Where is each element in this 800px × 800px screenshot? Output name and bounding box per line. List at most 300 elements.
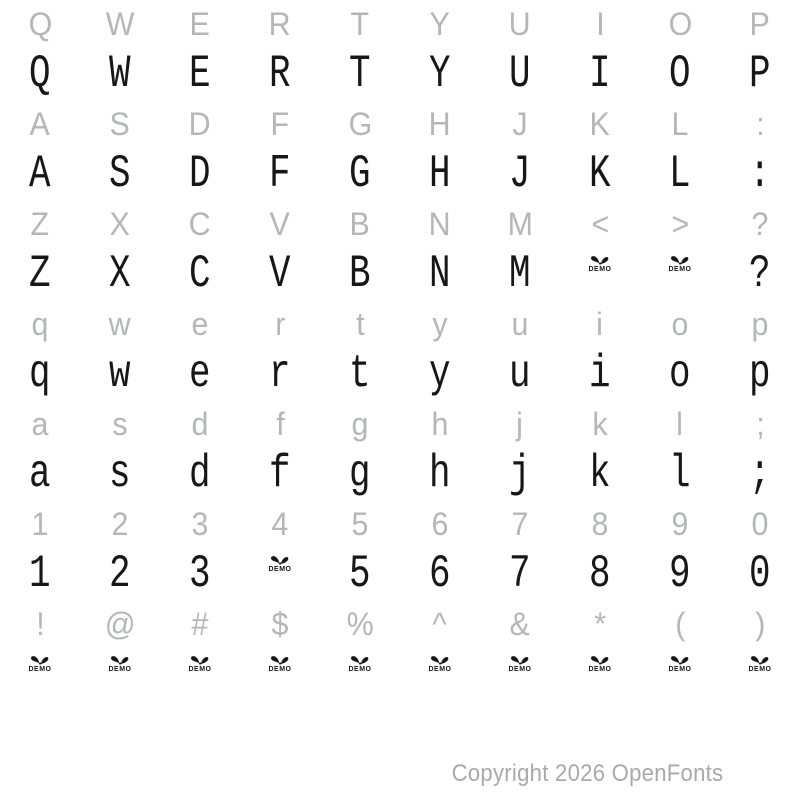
reference-char-cell	[640, 402, 720, 452]
reference-char-cell	[160, 202, 240, 252]
reference-char: L	[671, 106, 689, 142]
font-char: V	[269, 248, 291, 300]
font-char: u	[509, 348, 531, 400]
reference-char-cell	[400, 402, 480, 452]
reference-char-cell	[560, 102, 640, 152]
reference-char: d	[191, 406, 209, 442]
font-char-cell	[80, 548, 160, 602]
font-char-cell	[560, 348, 640, 402]
reference-char: T	[350, 6, 370, 42]
font-char: q	[29, 348, 51, 400]
font-char-cell	[720, 448, 800, 502]
reference-char: 6	[431, 506, 449, 542]
font-char: p	[749, 348, 771, 400]
reference-char: f	[275, 406, 285, 442]
reference-char-cell	[560, 402, 640, 452]
glyph-pair-digits-row	[0, 502, 800, 602]
reference-char-cell	[80, 602, 160, 652]
font-char: E	[189, 48, 211, 100]
demo-placeholder-glyph	[747, 652, 773, 673]
font-char-cell	[480, 248, 560, 302]
demo-fleuron-icon	[189, 652, 211, 665]
font-char: 1	[29, 548, 51, 600]
demo-placeholder-glyph	[667, 652, 693, 673]
glyph-pair-uppercase-top-row	[0, 2, 800, 102]
font-char-cell	[480, 348, 560, 402]
demo-label: DEMO	[268, 566, 292, 573]
reference-char: l	[676, 406, 684, 442]
font-char-cell	[240, 652, 320, 702]
reference-char: ?	[751, 206, 769, 242]
reference-char: 9	[671, 506, 689, 542]
font-char: l	[669, 448, 691, 500]
reference-char-cell	[320, 602, 400, 652]
font-char: a	[29, 448, 51, 500]
font-char-cell	[320, 248, 400, 302]
font-char-cell	[160, 248, 240, 302]
reference-char-cell	[720, 202, 800, 252]
font-char-cell	[240, 552, 320, 602]
font-char: 5	[349, 548, 371, 600]
font-char-cell	[640, 448, 720, 502]
reference-char-cell	[240, 402, 320, 452]
font-char-cell	[560, 652, 640, 702]
font-char-cell	[720, 148, 800, 202]
reference-char-cell	[560, 2, 640, 52]
reference-char: 0	[751, 506, 769, 542]
font-char-cell	[480, 48, 560, 102]
reference-char-cell	[480, 202, 560, 252]
reference-char: )	[754, 606, 766, 642]
reference-char-cell	[720, 302, 800, 352]
reference-char: Z	[30, 206, 50, 242]
font-char: w	[109, 348, 131, 400]
reference-char-cell	[400, 602, 480, 652]
reference-char-cell	[320, 202, 400, 252]
reference-char: *	[594, 606, 606, 642]
reference-char: e	[191, 306, 209, 342]
font-char-cell	[560, 148, 640, 202]
demo-fleuron-icon	[109, 652, 131, 665]
glyph-pair-lowercase-top-row	[0, 302, 800, 402]
reference-char-cell	[0, 102, 80, 152]
font-char: U	[509, 48, 531, 100]
font-glyph-line	[0, 348, 800, 402]
font-char-cell	[400, 652, 480, 702]
reference-char-cell	[720, 602, 800, 652]
font-char: ?	[749, 248, 771, 300]
reference-line	[0, 602, 800, 652]
font-char: ;	[749, 448, 771, 500]
reference-char-cell	[80, 502, 160, 552]
font-char-cell	[480, 148, 560, 202]
font-char-cell	[80, 652, 160, 702]
font-char: S	[109, 148, 131, 200]
font-char-cell	[240, 48, 320, 102]
character-map-grid	[0, 2, 800, 702]
reference-char: F	[270, 106, 290, 142]
font-char: G	[349, 148, 371, 200]
font-glyph-line	[0, 148, 800, 202]
demo-label: DEMO	[268, 666, 292, 673]
demo-fleuron-icon	[509, 652, 531, 665]
font-char-cell	[320, 348, 400, 402]
reference-line	[0, 402, 800, 452]
reference-char-cell	[560, 502, 640, 552]
font-char: I	[589, 48, 611, 100]
reference-char-cell	[240, 2, 320, 52]
font-char: y	[429, 348, 451, 400]
reference-char-cell	[0, 202, 80, 252]
font-char-cell	[240, 348, 320, 402]
font-char: X	[109, 248, 131, 300]
reference-char: O	[668, 6, 692, 42]
font-char: M	[509, 248, 531, 300]
demo-fleuron-icon	[269, 652, 291, 665]
reference-char-cell	[320, 102, 400, 152]
font-char: t	[349, 348, 371, 400]
demo-placeholder-glyph	[587, 652, 613, 673]
font-char: A	[29, 148, 51, 200]
reference-char-cell	[480, 2, 560, 52]
reference-char-cell	[720, 402, 800, 452]
reference-char: P	[749, 6, 771, 42]
reference-line	[0, 202, 800, 252]
reference-char: R	[269, 6, 291, 42]
reference-char-cell	[640, 202, 720, 252]
demo-label: DEMO	[348, 666, 372, 673]
font-char: R	[269, 48, 291, 100]
font-glyph-line	[0, 248, 800, 302]
font-char-cell	[320, 548, 400, 602]
demo-fleuron-icon	[749, 652, 771, 665]
font-glyph-line	[0, 448, 800, 502]
font-char-cell	[400, 548, 480, 602]
demo-placeholder-glyph	[347, 652, 373, 673]
demo-fleuron-icon	[349, 652, 371, 665]
demo-fleuron-icon	[269, 552, 291, 565]
reference-char-cell	[560, 302, 640, 352]
reference-char-cell	[320, 502, 400, 552]
reference-char: k	[592, 406, 608, 442]
font-char: F	[269, 148, 291, 200]
font-char: e	[189, 348, 211, 400]
font-char-cell	[400, 448, 480, 502]
reference-char: a	[31, 406, 49, 442]
font-char: d	[189, 448, 211, 500]
reference-char: ;	[755, 406, 765, 442]
reference-char-cell	[240, 502, 320, 552]
reference-char-cell	[160, 602, 240, 652]
font-char-cell	[240, 448, 320, 502]
font-char-cell	[640, 48, 720, 102]
font-char: 6	[429, 548, 451, 600]
reference-char: I	[595, 6, 605, 42]
reference-char: ^	[432, 606, 448, 642]
reference-char: h	[431, 406, 449, 442]
reference-char-cell	[160, 302, 240, 352]
font-char: J	[509, 148, 531, 200]
demo-label: DEMO	[748, 666, 772, 673]
reference-char-cell	[80, 2, 160, 52]
font-char-cell	[0, 48, 80, 102]
reference-char: 3	[191, 506, 209, 542]
reference-char-cell	[160, 102, 240, 152]
reference-char-cell	[80, 102, 160, 152]
font-char: 3	[189, 548, 211, 600]
font-char-cell	[0, 248, 80, 302]
demo-fleuron-icon	[589, 652, 611, 665]
font-char-cell	[0, 652, 80, 702]
font-char: 8	[589, 548, 611, 600]
reference-char-cell	[240, 602, 320, 652]
demo-label: DEMO	[188, 666, 212, 673]
font-char: O	[669, 48, 691, 100]
font-char-cell	[400, 348, 480, 402]
reference-char: %	[346, 606, 374, 642]
font-char-cell	[80, 48, 160, 102]
demo-label: DEMO	[108, 666, 132, 673]
reference-char-cell	[0, 2, 80, 52]
reference-char: 5	[351, 506, 369, 542]
reference-char-cell	[560, 602, 640, 652]
reference-char-cell	[480, 402, 560, 452]
reference-char-cell	[400, 2, 480, 52]
demo-placeholder-glyph	[427, 652, 453, 673]
reference-char-cell	[720, 502, 800, 552]
reference-char: 7	[511, 506, 529, 542]
reference-char-cell	[480, 602, 560, 652]
reference-char: <	[591, 206, 609, 242]
reference-char: y	[432, 306, 448, 342]
reference-char: D	[189, 106, 211, 142]
font-char-cell	[160, 148, 240, 202]
demo-placeholder-glyph	[507, 652, 533, 673]
copyright-watermark: Copyright 2026 OpenFonts	[451, 760, 723, 787]
reference-char-cell	[640, 602, 720, 652]
glyph-pair-lowercase-home-row	[0, 402, 800, 502]
font-char-cell	[720, 48, 800, 102]
reference-line	[0, 502, 800, 552]
reference-char: >	[671, 206, 689, 242]
font-char-cell	[560, 252, 640, 302]
font-char-cell	[720, 248, 800, 302]
reference-char: V	[269, 206, 291, 242]
reference-char: G	[348, 106, 372, 142]
reference-char-cell	[160, 402, 240, 452]
reference-char-cell	[480, 302, 560, 352]
reference-char-cell	[320, 302, 400, 352]
font-char-cell	[160, 48, 240, 102]
font-char: P	[749, 48, 771, 100]
font-char-cell	[640, 348, 720, 402]
reference-char: 8	[591, 506, 609, 542]
reference-char: t	[355, 306, 365, 342]
font-char-cell	[80, 148, 160, 202]
font-char-cell	[560, 48, 640, 102]
demo-placeholder-glyph	[267, 652, 293, 673]
font-char: Z	[29, 248, 51, 300]
reference-char-cell	[400, 302, 480, 352]
reference-char-cell	[0, 602, 80, 652]
font-char-cell	[160, 548, 240, 602]
font-glyph-line	[0, 48, 800, 102]
reference-char-cell	[0, 502, 80, 552]
reference-char: u	[511, 306, 529, 342]
font-char-cell	[160, 348, 240, 402]
reference-char: o	[671, 306, 689, 342]
reference-char-cell	[400, 102, 480, 152]
reference-char: U	[509, 6, 531, 42]
reference-char-cell	[640, 302, 720, 352]
font-char: h	[429, 448, 451, 500]
reference-char: C	[189, 206, 211, 242]
reference-char-cell	[400, 502, 480, 552]
reference-char-cell	[480, 102, 560, 152]
reference-char: #	[191, 606, 209, 642]
font-char-cell	[240, 148, 320, 202]
demo-fleuron-icon	[589, 252, 611, 265]
font-char: N	[429, 248, 451, 300]
font-char: f	[269, 448, 291, 500]
font-char-cell	[560, 548, 640, 602]
demo-placeholder-glyph	[667, 252, 693, 273]
font-char: T	[349, 48, 371, 100]
font-char: i	[589, 348, 611, 400]
reference-char-cell	[640, 502, 720, 552]
reference-char-cell	[240, 202, 320, 252]
font-char-cell	[560, 448, 640, 502]
reference-char: J	[512, 106, 528, 142]
reference-char: M	[507, 206, 533, 242]
demo-placeholder-glyph	[587, 252, 613, 273]
glyph-pair-symbols-row	[0, 602, 800, 702]
reference-char: j	[516, 406, 524, 442]
reference-char-cell	[80, 202, 160, 252]
reference-char-cell	[320, 402, 400, 452]
font-char-cell	[80, 348, 160, 402]
reference-char: W	[105, 6, 135, 42]
font-char-cell	[480, 652, 560, 702]
glyph-pair-uppercase-bottom-row	[0, 202, 800, 302]
font-char-cell	[400, 248, 480, 302]
reference-char: w	[109, 306, 131, 342]
font-char: 2	[109, 548, 131, 600]
reference-char: 1	[31, 506, 49, 542]
font-char: r	[269, 348, 291, 400]
reference-char: Q	[28, 6, 52, 42]
reference-char: N	[429, 206, 451, 242]
font-char-cell	[640, 148, 720, 202]
reference-line	[0, 2, 800, 52]
font-char-cell	[320, 448, 400, 502]
reference-char-cell	[640, 2, 720, 52]
demo-label: DEMO	[28, 666, 52, 673]
font-char: g	[349, 448, 371, 500]
font-char: H	[429, 148, 451, 200]
reference-char-cell	[240, 102, 320, 152]
reference-line	[0, 102, 800, 152]
reference-char-cell	[80, 402, 160, 452]
font-char: Q	[29, 48, 51, 100]
font-char-cell	[0, 148, 80, 202]
reference-char: X	[109, 206, 131, 242]
font-char: Y	[429, 48, 451, 100]
reference-char-cell	[560, 202, 640, 252]
font-char-cell	[640, 652, 720, 702]
font-char: k	[589, 448, 611, 500]
demo-placeholder-glyph	[267, 552, 293, 573]
font-char-cell	[640, 548, 720, 602]
reference-char: A	[29, 106, 51, 142]
reference-char: g	[351, 406, 369, 442]
reference-char: (	[674, 606, 686, 642]
reference-char: @	[104, 606, 136, 642]
reference-char: p	[751, 306, 769, 342]
reference-char-cell	[400, 202, 480, 252]
font-char-cell	[400, 48, 480, 102]
reference-line	[0, 302, 800, 352]
font-char-cell	[0, 348, 80, 402]
demo-label: DEMO	[588, 666, 612, 673]
font-char-cell	[480, 548, 560, 602]
font-char: L	[669, 148, 691, 200]
reference-char: q	[31, 306, 49, 342]
reference-char-cell	[0, 302, 80, 352]
font-char-cell	[400, 148, 480, 202]
demo-label: DEMO	[588, 266, 612, 273]
demo-fleuron-icon	[429, 652, 451, 665]
reference-char-cell	[640, 102, 720, 152]
reference-char: 4	[271, 506, 289, 542]
reference-char-cell	[720, 102, 800, 152]
font-char-cell	[720, 548, 800, 602]
font-char-cell	[240, 248, 320, 302]
font-char-cell	[320, 148, 400, 202]
font-char: o	[669, 348, 691, 400]
font-char: 7	[509, 548, 531, 600]
font-char: D	[189, 148, 211, 200]
reference-char: Y	[429, 6, 451, 42]
font-char-cell	[160, 448, 240, 502]
reference-char: r	[274, 306, 286, 342]
font-char-cell	[720, 348, 800, 402]
font-char: K	[589, 148, 611, 200]
font-char-cell	[160, 652, 240, 702]
font-char-cell	[0, 548, 80, 602]
reference-char: &	[509, 606, 531, 642]
reference-char: E	[189, 6, 211, 42]
reference-char: K	[589, 106, 611, 142]
demo-fleuron-icon	[669, 252, 691, 265]
reference-char: !	[35, 606, 45, 642]
font-char-cell	[320, 48, 400, 102]
font-glyph-line	[0, 548, 800, 602]
reference-char-cell	[80, 302, 160, 352]
font-char-cell	[480, 448, 560, 502]
font-char: W	[109, 48, 131, 100]
font-char-cell	[0, 448, 80, 502]
glyph-pair-uppercase-home-row	[0, 102, 800, 202]
reference-char: i	[596, 306, 604, 342]
font-char-cell	[640, 252, 720, 302]
font-char-cell	[80, 448, 160, 502]
demo-label: DEMO	[668, 666, 692, 673]
font-char: j	[509, 448, 531, 500]
font-char-cell	[320, 652, 400, 702]
demo-fleuron-icon	[669, 652, 691, 665]
font-char: 0	[749, 548, 771, 600]
